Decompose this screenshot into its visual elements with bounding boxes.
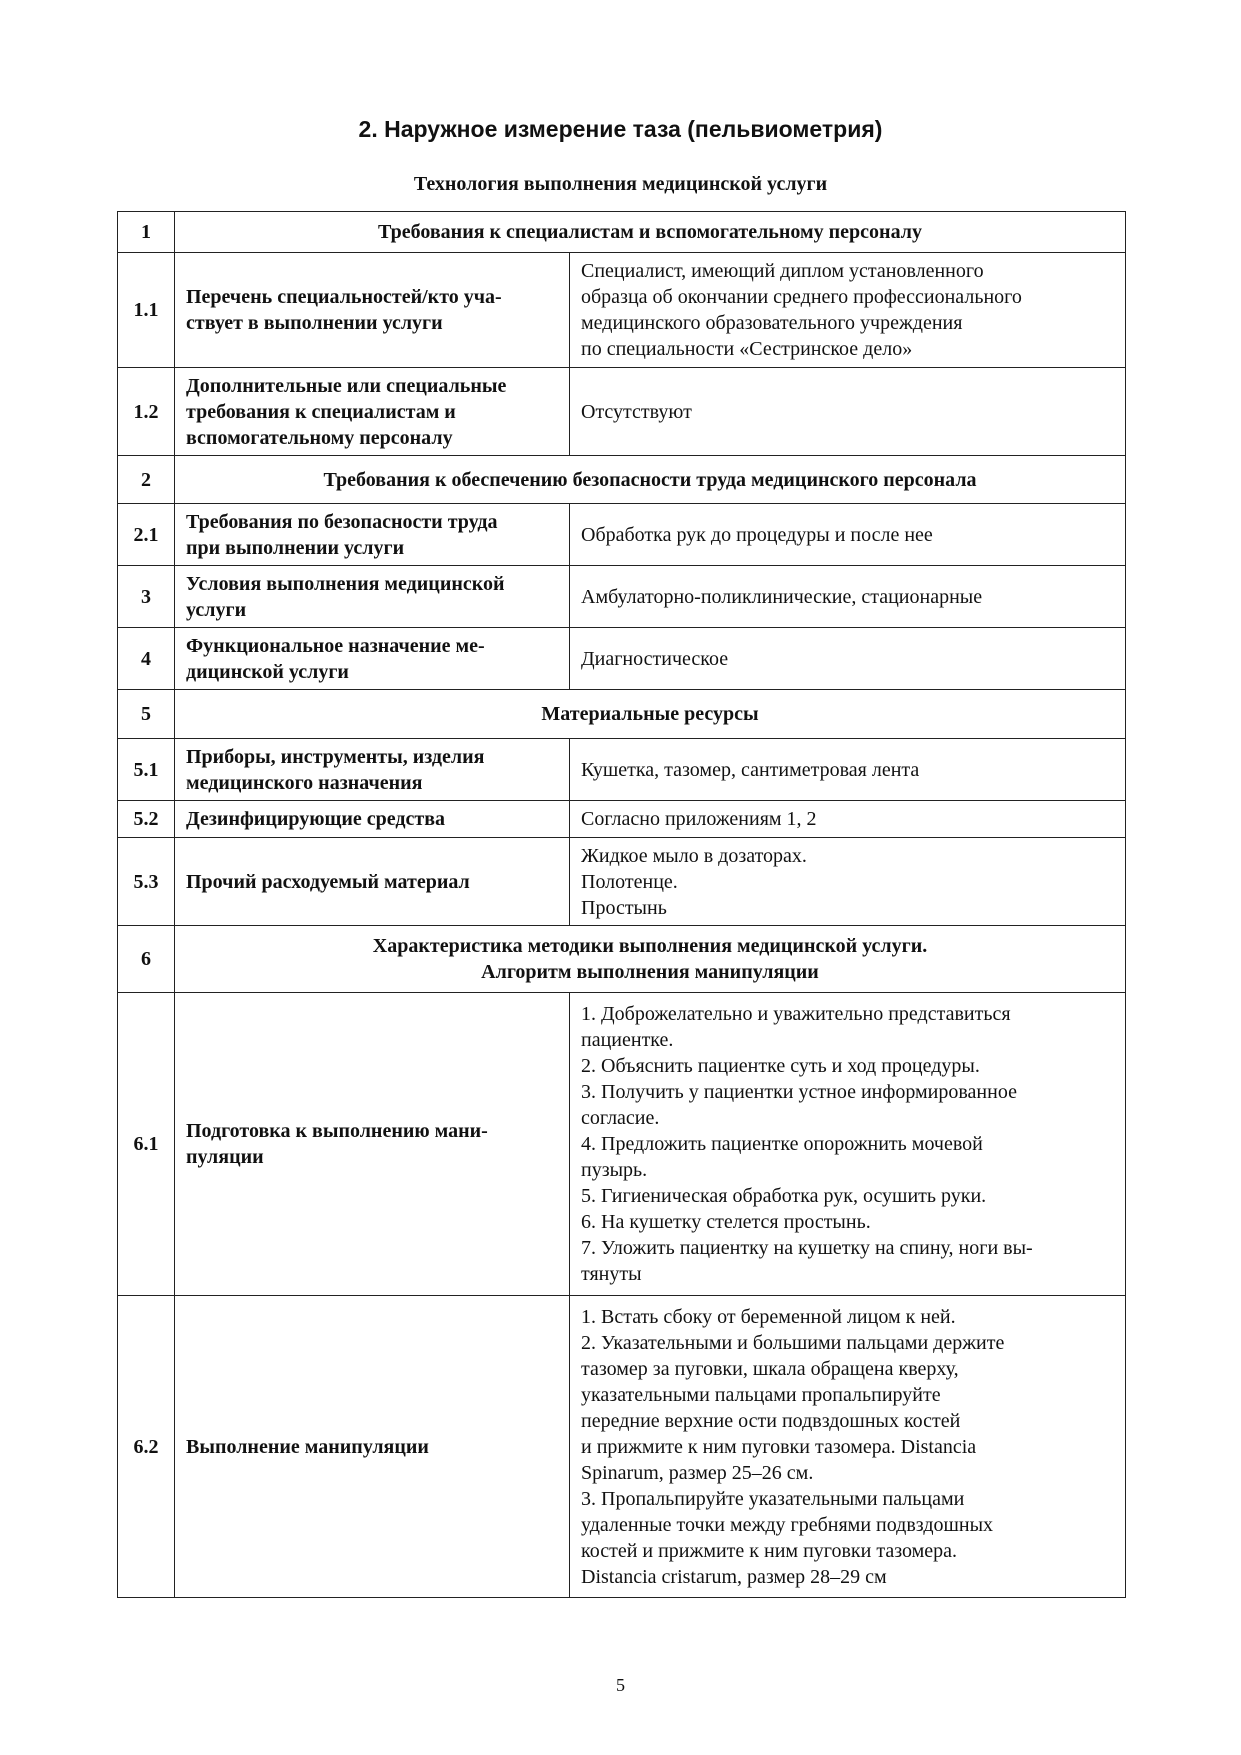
label-line: Перечень специальностей/кто уча- (186, 286, 502, 308)
value-line: 1. Доброжелательно и уважительно представиться (581, 1003, 1011, 1025)
value-line: Специалист, имеющий диплом установленного (581, 260, 984, 282)
row-label (175, 993, 570, 1296)
value-line: 3. Получить у пациентки устное информированное (581, 1081, 1017, 1103)
table-row (118, 253, 1126, 368)
table-row (118, 212, 1126, 253)
table-row (118, 566, 1126, 628)
value-line: указательными пальцами пропальпируйте (581, 1383, 941, 1406)
table-row (118, 1296, 1126, 1598)
section-title (175, 926, 1126, 993)
page-number: 5 (616, 1675, 625, 1695)
row-value: Амбулаторно-поликлинические, стационарные (570, 566, 1126, 628)
label-line: медицинского назначения (186, 771, 423, 794)
page-title: 2. Наружное измерение таза (пельвиометрия) (358, 116, 883, 142)
title-line: Характеристика методики выполнения медицинской услуги. (372, 935, 928, 957)
row-number: 5.2 (118, 801, 175, 838)
row-label (175, 566, 570, 628)
value-line: костей и прижмите к ним пуговки тазомера. (581, 1539, 958, 1562)
row-number: 2.1 (118, 504, 175, 566)
label-line: Условия выполнения медицинской (186, 572, 505, 595)
row-number: 1.2 (118, 368, 175, 456)
label-line: Требования по безопасности труда (186, 510, 498, 533)
row-value: Согласно приложениям 1, 2 (570, 801, 1126, 838)
value-line: передние верхние ости подвздошных костей (581, 1409, 961, 1432)
label-line: пуляции (186, 1146, 264, 1168)
row-value (570, 993, 1126, 1296)
value-line: пациентке. (581, 1029, 674, 1051)
row-number: 1.1 (118, 253, 175, 368)
row-value: Отсутствуют (570, 368, 1126, 456)
value-line: Простынь (581, 896, 667, 919)
row-label (175, 739, 570, 801)
row-label: Выполнение манипуляции (175, 1296, 570, 1598)
row-label: Дезинфицирующие средства (175, 801, 570, 838)
row-label: Прочий расходуемый материал (175, 838, 570, 926)
row-number: 5.1 (118, 739, 175, 801)
section-title: Требования к специалистам и вспомогательному персоналу (175, 212, 1126, 253)
label-line: Приборы, инструменты, изделия (186, 745, 485, 768)
row-value: Кушетка, тазомер, сантиметровая лента (570, 739, 1126, 801)
value-line: согласие. (581, 1107, 660, 1129)
value-line: удаленные точки между гребнями подвздошных (581, 1513, 994, 1536)
label-line: требования к специалистам и (186, 400, 456, 423)
table-row (118, 739, 1126, 801)
table-row (118, 838, 1126, 926)
label-line: дицинской услуги (186, 660, 349, 683)
table-row (118, 993, 1126, 1296)
value-line: 1. Встать сбоку от беременной лицом к ней. (581, 1305, 956, 1328)
table-row (118, 801, 1126, 838)
table-row (118, 690, 1126, 739)
section-title: Требования к обеспечению безопасности труда медицинского персонала (175, 456, 1126, 504)
row-label (175, 253, 570, 368)
row-number: 6.1 (118, 993, 175, 1296)
row-number: 4 (118, 628, 175, 690)
row-label (175, 504, 570, 566)
value-line: по специальности «Сестринское дело» (581, 338, 913, 360)
label-line: Подготовка к выполнению мани- (186, 1120, 488, 1142)
table-row (118, 504, 1126, 566)
row-value: Обработка рук до процедуры и после нее (570, 504, 1126, 566)
row-value (570, 253, 1126, 368)
value-line: 2. Объяснить пациентке суть и ход процедуры. (581, 1055, 980, 1077)
table-row (118, 368, 1126, 456)
title-line: Алгоритм выполнения манипуляции (481, 961, 819, 983)
value-line: медицинского образовательного учреждения (581, 312, 963, 334)
row-label (175, 628, 570, 690)
row-number: 5 (118, 690, 175, 739)
label-line: Функциональное назначение ме- (186, 634, 485, 657)
value-line: 5. Гигиеническая обработка рук, осушить руки. (581, 1185, 987, 1207)
row-value (570, 838, 1126, 926)
row-value: Диагностическое (570, 628, 1126, 690)
row-number: 3 (118, 566, 175, 628)
row-number: 6.2 (118, 1296, 175, 1598)
label-line: ствует в выполнении услуги (186, 312, 443, 334)
value-line: и прижмите к ним пуговки тазомера. Distancia (581, 1435, 977, 1458)
row-number: 6 (118, 926, 175, 993)
value-line: Distancia cristarum, размер 28–29 см (581, 1565, 887, 1588)
row-number: 5.3 (118, 838, 175, 926)
value-line: Жидкое мыло в дозаторах. (581, 844, 807, 867)
value-line: 7. Уложить пациентку на кушетку на спину, ноги вы- (581, 1237, 1033, 1259)
table-row (118, 456, 1126, 504)
label-line: вспомогательному персоналу (186, 426, 453, 449)
value-line: Spinarum, размер 25–26 см. (581, 1461, 814, 1484)
service-technology-table (117, 211, 1126, 1598)
section-title: Материальные ресурсы (175, 690, 1126, 739)
value-line: 3. Пропальпируйте указательными пальцами (581, 1487, 965, 1510)
row-number: 1 (118, 212, 175, 253)
row-number: 2 (118, 456, 175, 504)
label-line: при выполнении услуги (186, 536, 405, 559)
value-line: 4. Предложить пациентке опорожнить мочевой (581, 1133, 983, 1155)
value-line: Полотенце. (581, 870, 678, 893)
table-row (118, 926, 1126, 993)
row-label (175, 368, 570, 456)
row-value (570, 1296, 1126, 1598)
value-line: тянуты (581, 1263, 642, 1285)
value-line: пузырь. (581, 1159, 648, 1181)
table-row (118, 628, 1126, 690)
value-line: 2. Указательными и большими пальцами держите (581, 1331, 1005, 1354)
value-line: тазомер за пуговки, шкала обращена кверху, (581, 1357, 959, 1380)
table-caption: Технология выполнения медицинской услуги (413, 173, 828, 195)
label-line: Дополнительные или специальные (186, 374, 507, 397)
value-line: 6. На кушетку стелется простынь. (581, 1211, 871, 1233)
label-line: услуги (186, 598, 247, 621)
value-line: образца об окончании среднего профессионального (581, 286, 1022, 308)
